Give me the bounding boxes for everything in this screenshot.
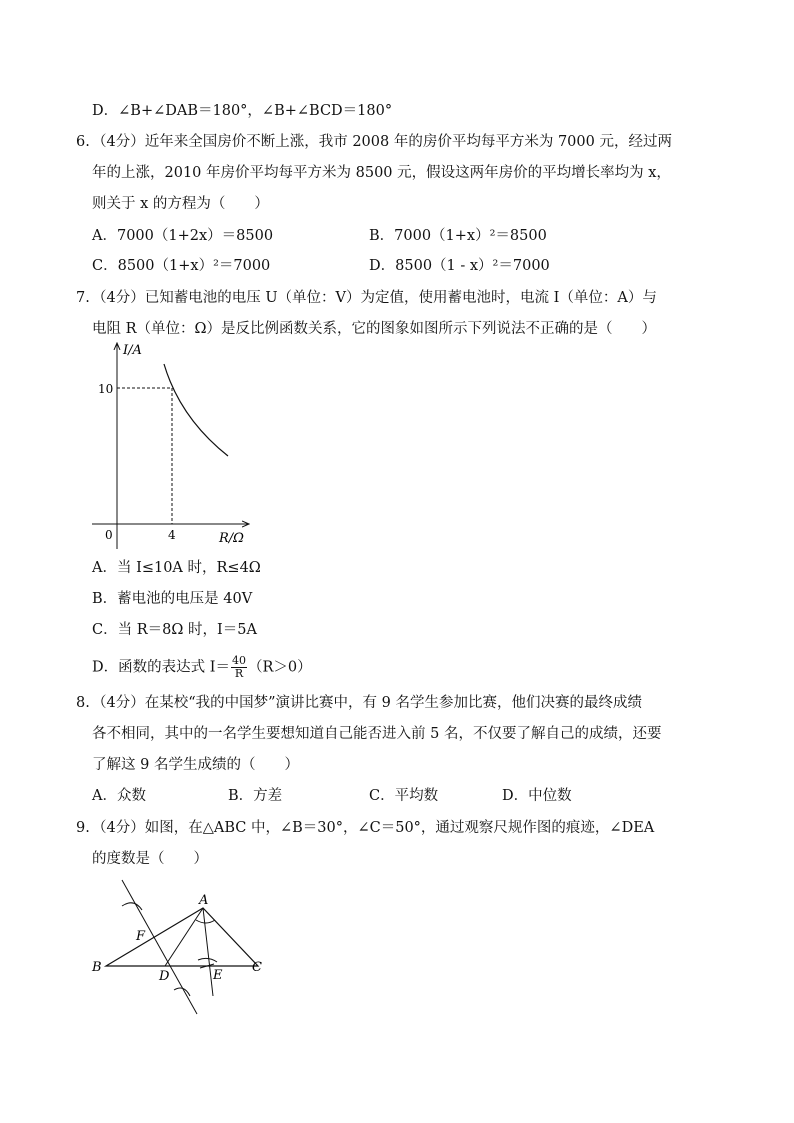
- option-letter: C．: [92, 622, 118, 638]
- construction-arc-top: [122, 903, 142, 910]
- q7-option-c: [92, 620, 257, 640]
- option-text: 7000（1+2x）＝8500: [116, 228, 274, 244]
- q6-option-a: [92, 226, 273, 246]
- label-f: F: [136, 929, 146, 944]
- q8-stem-line-1: （4分）在某校“我的中国梦”演讲比赛中，有 9 名学生参加比赛，他们决赛的最终成绩: [92, 695, 642, 711]
- label-e: E: [213, 968, 223, 983]
- q7-stem-line-1: （4分）已知蓄电池的电压 U（单位：V）为定值，使用蓄电池时，电流 I（单位：A）与: [92, 290, 657, 306]
- option-letter: B．: [228, 788, 254, 804]
- angle-bisector-line: [203, 908, 213, 996]
- option-text: ∠B+∠DAB＝180°，∠B+∠BCD＝180°: [118, 103, 393, 119]
- fraction-denominator: R: [234, 667, 244, 680]
- q6-option-b: [369, 226, 547, 246]
- q9-triangle-construction-figure: [86, 874, 276, 1019]
- option-text: 众数: [116, 788, 146, 804]
- origin-label: 0: [105, 528, 113, 542]
- option-letter: C．: [92, 258, 118, 274]
- triangle-abc: [106, 908, 258, 966]
- option-text: 7000（1+x）²＝8500: [394, 228, 547, 244]
- label-b: B: [92, 960, 102, 975]
- q7-inverse-proportion-graph: [88, 338, 268, 553]
- option-letter: D．: [92, 659, 119, 676]
- q6-number: 6.: [76, 134, 90, 150]
- q8-stem-line-3: 了解这 9 名学生成绩的（ ）: [92, 757, 299, 773]
- label-a: A: [199, 893, 209, 908]
- option-text: 方差: [253, 788, 283, 804]
- option-text: 平均数: [394, 788, 439, 804]
- option-letter: D．: [92, 103, 119, 119]
- q8-option-a: [92, 786, 146, 806]
- option-letter: D．: [369, 258, 396, 274]
- perpendicular-bisector-line: [122, 880, 197, 1014]
- option-letter: D．: [502, 788, 529, 804]
- label-c: C: [252, 960, 262, 975]
- q7-stem-line-2: 电阻 R（单位：Ω）是反比例函数关系，它的图象如图所示下列说法不正确的是（ ）: [92, 321, 657, 337]
- q8-stem-line-2: 各不相同，其中的一名学生要想知道自己能否进入前 5 名，不仅要了解自己的成绩，还要: [92, 726, 662, 742]
- q7-option-b: [92, 589, 252, 609]
- y-axis-label: I/A: [123, 343, 142, 358]
- x-tick-label: 4: [168, 528, 176, 542]
- q6-option-c: [92, 256, 270, 276]
- q9-number: 9.: [76, 820, 90, 836]
- option-text: 当 R＝8Ω 时，I＝5A: [117, 622, 257, 638]
- option-letter: A．: [92, 228, 117, 244]
- q6-stem-line-1: （4分）近年来全国房价不断上涨，我市 2008 年的房价平均每平方米为 7000 元，经过两: [92, 134, 672, 150]
- y-tick-label: 10: [98, 382, 114, 396]
- construction-arc-angle: [196, 920, 215, 923]
- inverse-proportion-curve: [164, 364, 228, 456]
- option-text-suffix: （R＞0）: [247, 659, 312, 676]
- option-letter: B．: [369, 228, 395, 244]
- option-text: 8500（1+x）²＝7000: [117, 258, 271, 274]
- q9-stem-line-1: （4分）如图，在△ABC 中，∠B＝30°，∠C＝50°，通过观察尺规作图的痕迹，∠DEA: [92, 820, 655, 836]
- fraction-40-over-r: [231, 655, 247, 680]
- q8-option-b: [228, 786, 282, 806]
- construction-arc-bottom: [174, 988, 190, 996]
- q8-option-c: [369, 786, 438, 806]
- label-d: D: [159, 969, 170, 984]
- construction-arc-sides: [198, 958, 217, 962]
- option-text: 中位数: [528, 788, 572, 804]
- option-text: 函数的表达式 I＝: [118, 659, 230, 676]
- option-letter: A．: [92, 788, 117, 804]
- segment-ad: [165, 908, 203, 966]
- x-axis-label: R/Ω: [219, 531, 244, 546]
- q6-stem-line-2: 年的上涨，2010 年房价平均每平方米为 8500 元，假设这两年房价的平均增长率均为 x，: [92, 165, 671, 181]
- q9-stem-line-2: 的度数是（ ）: [92, 851, 208, 867]
- q6-option-d: [369, 256, 550, 276]
- option-letter: C．: [369, 788, 395, 804]
- option-text: 当 I≤10A 时，R≤4Ω: [116, 560, 261, 576]
- option-text: 蓄电池的电压是 40V: [117, 591, 253, 607]
- fraction-numerator: 40: [231, 654, 246, 667]
- option-text: 8500（1 - x）²＝7000: [395, 258, 550, 274]
- option-letter: A．: [92, 560, 117, 576]
- q7-number: 7.: [76, 290, 90, 306]
- option-letter: B．: [92, 591, 118, 607]
- q8-number: 8.: [76, 695, 90, 711]
- q5-option-d: [92, 101, 392, 121]
- q7-option-a: [92, 558, 261, 578]
- q8-option-d: [502, 786, 572, 806]
- q7-option-d: [92, 655, 312, 680]
- q6-stem-line-3: 则关于 x 的方程为（ ）: [92, 196, 269, 212]
